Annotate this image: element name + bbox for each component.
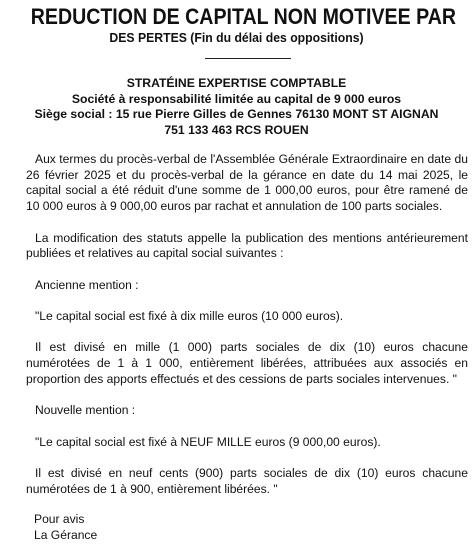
signature-block bbox=[34, 512, 97, 543]
signature-line-2: La Gérance bbox=[34, 527, 98, 542]
old-mention-heading: Ancienne mention : bbox=[35, 277, 139, 292]
signature-line-1: Pour avis bbox=[34, 512, 85, 526]
notice-body bbox=[26, 152, 468, 497]
title-underline bbox=[205, 58, 291, 59]
paragraph-modification: La modification des statuts appelle la publication des mentions antérieurement publiées et relatives au capital social suivantes : bbox=[26, 230, 468, 261]
company-block bbox=[0, 76, 473, 138]
old-mention-capital: "Le capital social est fixé à dix mille euros (10 000 euros). bbox=[35, 308, 344, 323]
new-mention-capital: "Le capital social est fixé à NEUF MILLE euros (9 000,00 euros). bbox=[35, 434, 381, 449]
notice-subtitle: DES PERTES (Fin du délai des oppositions) bbox=[109, 30, 364, 45]
company-form: Société à responsabilité limitée au capital de 9 000 euros bbox=[71, 91, 402, 106]
new-mention-shares: Il est divisé en neuf cents (900) parts sociales de dix (10) euros chacune numérotées de 1 à 900, entièrement libérées. " bbox=[26, 465, 468, 496]
notice-title: REDUCTION DE CAPITAL NON MOTIVEE PAR bbox=[30, 4, 456, 29]
paragraph-decision: Aux termes du procès-verbal de l'Assemblée Générale Extraordinaire en date du 26 février 2025 et du procès-verbal de la gérance en date du 14 mai 2025, le capital social a été réduit d'une somme de 1 000,00 euros, pour être ramené de 10 000 euros à 9 000,00 euros par rachat et annulation de 100 parts sociales. bbox=[26, 152, 468, 214]
old-mention-shares: Il est divisé en mille (1 000) parts sociales de dix (10) euros chacune numérotées de 1 à 1 000, entièrement libérées, attribuées aux associés en proportion des apports effectués et des cessions de parts sociales intervenues. " bbox=[26, 340, 468, 386]
company-rcs: 751 133 463 RCS ROUEN bbox=[164, 122, 309, 137]
new-mention-heading: Nouvelle mention : bbox=[35, 403, 136, 418]
company-name: STRATÉINE EXPERTISE COMPTABLE bbox=[126, 76, 347, 90]
company-seat: Siège social : 15 rue Pierre Gilles de Gennes 76130 MONT ST AIGNAN bbox=[34, 107, 439, 121]
